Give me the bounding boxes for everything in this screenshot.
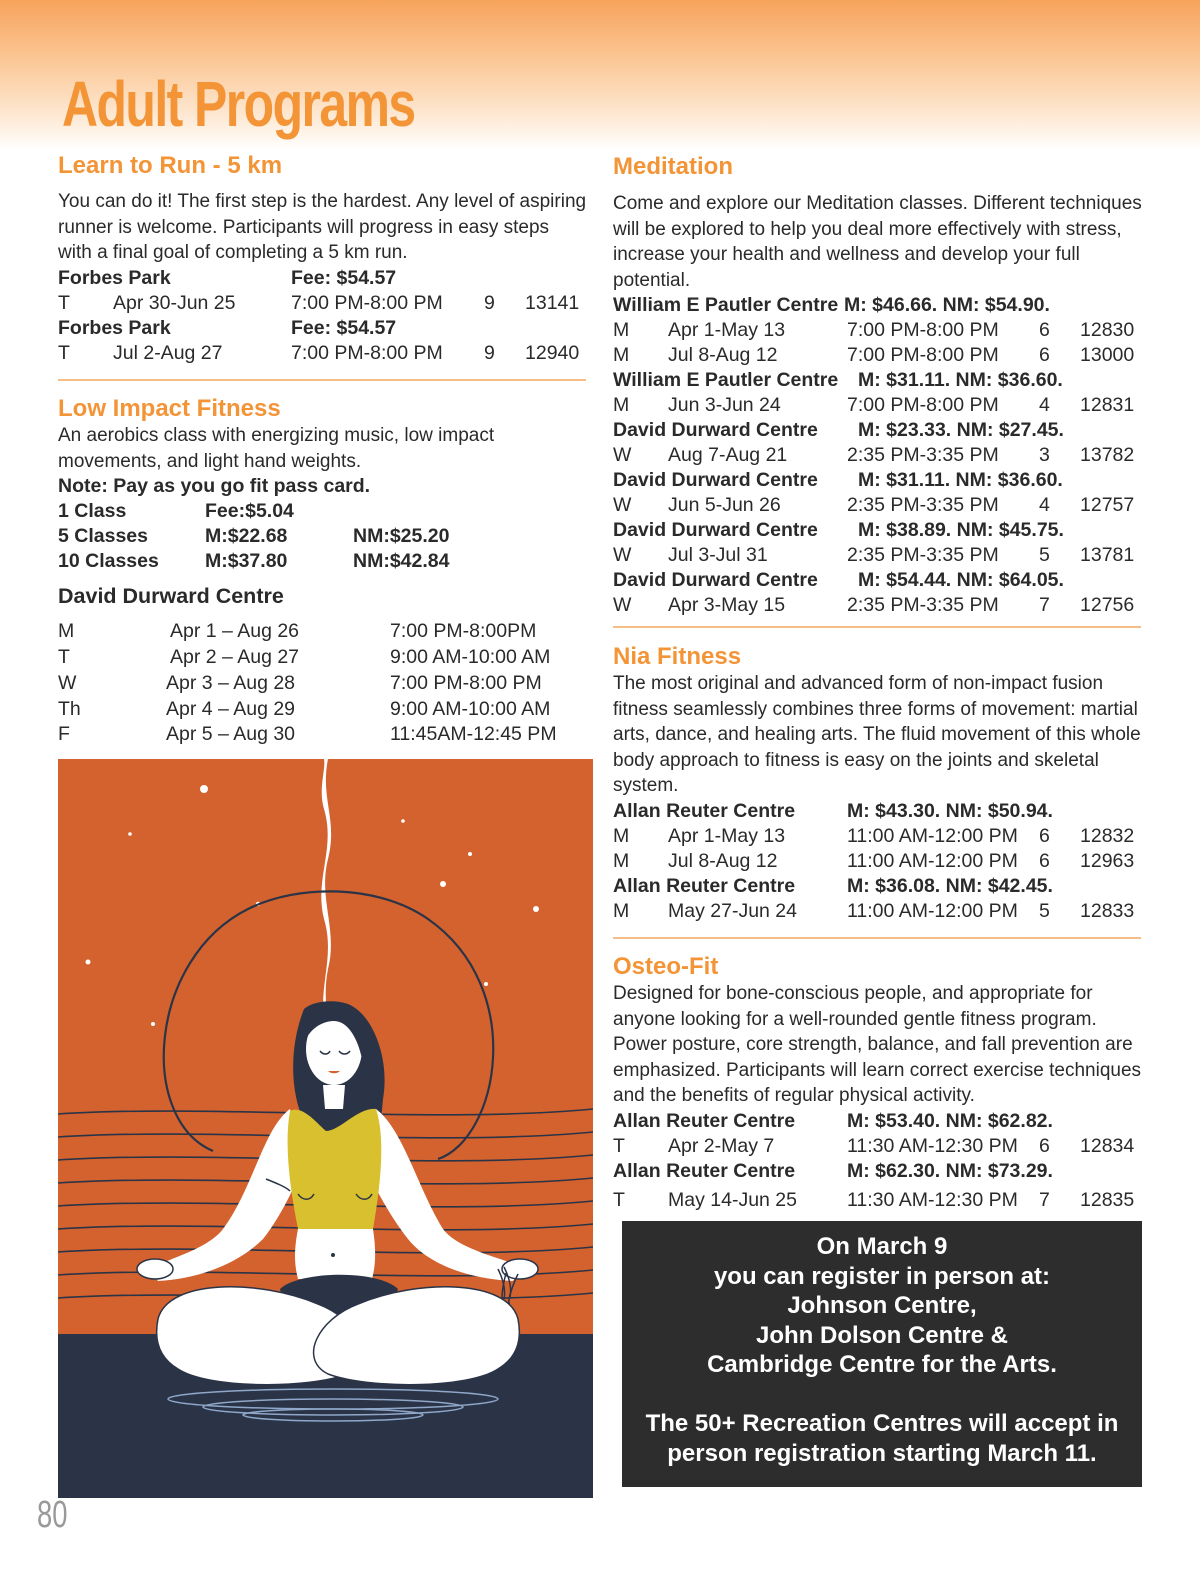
low-impact-title: Low Impact Fitness <box>58 395 281 422</box>
dates: May 27-Jun 24 <box>668 899 797 922</box>
time: 2:35 PM-3:35 PM <box>847 444 999 467</box>
time: 11:30 AM-12:30 PM <box>847 1134 1018 1157</box>
course-code: 12834 <box>1080 1134 1135 1157</box>
nia-description: The most original and advanced form of non-impact fusion fitness seamlessly combines three forms of movement: martial arts, dance, and healing arts. The fluid movement of this whole body approach to fitness is easy on the joints and skeletal system. <box>613 673 1141 797</box>
session-row <box>613 593 1153 618</box>
schedule-row <box>58 645 588 671</box>
session-row <box>613 824 1153 849</box>
day: T <box>58 645 70 668</box>
location-row <box>613 293 1153 318</box>
location-row <box>613 368 1153 393</box>
notice-line: Cambridge Centre for the Arts. <box>707 1351 1057 1378</box>
location-name: Allan Reuter Centre <box>613 874 796 897</box>
price-row <box>58 549 588 574</box>
time: 11:00 AM-12:00 PM <box>847 899 1018 922</box>
location-row <box>613 799 1153 824</box>
low-impact-schedule <box>58 619 588 748</box>
course-code: 13141 <box>525 291 580 314</box>
notice-line: John Dolson Centre & <box>755 1321 1008 1349</box>
day: M <box>613 824 630 847</box>
dates: Apr 2 – Aug 27 <box>170 645 300 668</box>
session-count: 6 <box>1039 1134 1050 1157</box>
time: 9:00 AM-10:00 AM <box>390 645 551 668</box>
time: 7:00 PM-8:00 PM <box>847 319 999 342</box>
fee: M: $23.33. NM: $27.45. <box>858 419 1064 442</box>
nonmember-price: NM:$42.84 <box>353 550 450 573</box>
time: 7:00 PM-8:00 PM <box>390 671 542 694</box>
day: W <box>613 544 632 567</box>
location-row <box>58 266 588 291</box>
dates: Jun 5-Jun 26 <box>668 494 781 517</box>
location-name: Allan Reuter Centre <box>613 799 796 822</box>
course-code: 12831 <box>1080 394 1135 417</box>
schedule-row <box>58 619 588 645</box>
member-price: M:$22.68 <box>205 525 288 548</box>
price-label: 5 Classes <box>58 525 148 548</box>
notice-line: The 50+ Recreation Centres will accept in <box>645 1410 1119 1437</box>
fee: M: $46.66. NM: $54.90. <box>844 294 1050 317</box>
fee: M: $62.30. NM: $73.29. <box>847 1159 1053 1182</box>
session-count: 7 <box>1039 1188 1050 1211</box>
session-count: 5 <box>1039 899 1050 922</box>
dates: Apr 3 – Aug 28 <box>166 671 296 694</box>
course-code: 13782 <box>1080 444 1135 467</box>
location-row <box>613 568 1153 593</box>
meditation-schedule <box>613 293 1153 618</box>
time: 2:35 PM-3:35 PM <box>847 594 999 617</box>
session-count: 6 <box>1039 319 1050 342</box>
meditating-woman-illustration <box>58 759 593 1498</box>
dates: Jul 8-Aug 12 <box>668 344 778 367</box>
location-name: Forbes Park <box>58 266 171 289</box>
location-name: William E Pautler Centre <box>613 294 839 317</box>
day: T <box>58 341 70 364</box>
time: 2:35 PM-3:35 PM <box>847 544 999 567</box>
location-name: Forbes Park <box>58 316 171 339</box>
course-code: 12833 <box>1080 899 1135 922</box>
day: M <box>613 319 630 342</box>
session-count: 7 <box>1039 594 1050 617</box>
dates: Apr 3-May 15 <box>668 594 786 617</box>
session-row <box>613 318 1153 343</box>
session-count: 4 <box>1039 394 1050 417</box>
section-divider <box>58 379 586 381</box>
day: M <box>613 849 630 872</box>
registration-notice <box>622 1221 1142 1487</box>
schedule-row <box>58 671 588 697</box>
notice-line: person registration starting March 11. <box>667 1439 1097 1467</box>
time: 11:45AM-12:45 PM <box>390 723 557 746</box>
location-name: David Durward Centre <box>613 469 818 492</box>
session-count: 9 <box>484 341 495 364</box>
price-row <box>58 499 588 524</box>
session-count: 9 <box>484 291 495 314</box>
notice-spacer <box>622 1380 1142 1410</box>
member-price: M:$37.80 <box>205 550 288 573</box>
osteo-description: Designed for bone-conscious people, and appropriate for anyone looking for a well-rounded gentle fitness program. Power posture, core strength, balance, and fall prevention are emphasized. Participants will learn correct exercise techniques and the benefits of regular physical activity. <box>613 983 1142 1107</box>
location-name: David Durward Centre <box>613 569 818 592</box>
day: W <box>613 494 632 517</box>
fee: M: $31.11. NM: $36.60. <box>858 369 1063 392</box>
day: M <box>613 394 630 417</box>
learn-to-run-schedule <box>58 266 588 366</box>
dates: Jul 8-Aug 12 <box>668 849 778 872</box>
dates: Jul 2-Aug 27 <box>113 341 223 364</box>
day: W <box>613 594 632 617</box>
nia-section <box>613 643 1153 924</box>
location-row <box>613 418 1153 443</box>
day: W <box>613 444 632 467</box>
session-count: 6 <box>1039 824 1050 847</box>
page-number: 80 <box>37 1494 68 1536</box>
day: F <box>58 723 70 746</box>
dates: Aug 7-Aug 21 <box>668 444 788 467</box>
fee: Fee: $54.57 <box>291 266 397 289</box>
day: W <box>58 671 77 694</box>
course-code: 12756 <box>1080 594 1135 617</box>
low-impact-section <box>58 395 588 748</box>
learn-to-run-section <box>58 152 588 366</box>
meditation-title: Meditation <box>613 153 733 180</box>
session-count: 3 <box>1039 444 1050 467</box>
time: 7:00 PM-8:00PM <box>390 620 537 643</box>
session-count: 5 <box>1039 544 1050 567</box>
location-name: David Durward Centre <box>613 519 818 542</box>
section-divider <box>613 626 1141 628</box>
low-impact-location: David Durward Centre <box>58 584 284 609</box>
session-row <box>58 341 588 366</box>
location-name: David Durward Centre <box>613 419 818 442</box>
day: M <box>613 344 630 367</box>
nia-schedule <box>613 799 1153 924</box>
session-row <box>613 393 1153 418</box>
osteo-title: Osteo-Fit <box>613 953 719 980</box>
time: 2:35 PM-3:35 PM <box>847 494 999 517</box>
time: 7:00 PM-8:00 PM <box>291 341 443 364</box>
learn-to-run-description: You can do it! The first step is the hardest. Any level of aspiring runner is welcome. Participants will progress in easy steps with a final goal of completing a 5 km run. <box>58 191 587 264</box>
location-name: William E Pautler Centre <box>613 369 839 392</box>
fee: M: $53.40. NM: $62.82. <box>847 1109 1053 1132</box>
notice-line: On March 9 <box>816 1233 948 1260</box>
location-name: Allan Reuter Centre <box>613 1109 796 1132</box>
session-row <box>613 343 1153 368</box>
course-code: 13781 <box>1080 544 1135 567</box>
nia-title: Nia Fitness <box>613 643 742 670</box>
meditation-description: Come and explore our Meditation classes. Different techniques will be explored to help you deal more effectively with stress, increase your health and wellness and develop your full potential. <box>613 193 1142 291</box>
session-row <box>613 493 1153 518</box>
dates: Apr 1-May 13 <box>668 319 786 342</box>
dates: Apr 1 – Aug 26 <box>170 620 300 643</box>
schedule-row <box>58 697 588 723</box>
dates: Apr 4 – Aug 29 <box>166 697 296 720</box>
location-row <box>613 874 1153 899</box>
session-row <box>613 443 1153 468</box>
time: 7:00 PM-8:00 PM <box>291 291 443 314</box>
session-row <box>613 543 1153 568</box>
course-code: 12963 <box>1080 849 1135 872</box>
time: 7:00 PM-8:00 PM <box>847 394 999 417</box>
day: T <box>613 1134 625 1157</box>
course-code: 12830 <box>1080 319 1135 342</box>
day: M <box>58 620 75 643</box>
osteo-section <box>613 953 1153 1213</box>
dates: May 14-Jun 25 <box>668 1188 797 1211</box>
session-row <box>613 849 1153 874</box>
notice-line: Johnson Centre, <box>787 1292 977 1319</box>
dates: Jul 3-Jul 31 <box>668 544 768 567</box>
nonmember-price: NM:$25.20 <box>353 525 450 548</box>
section-divider <box>613 937 1141 939</box>
time: 9:00 AM-10:00 AM <box>390 697 551 720</box>
note-text: Note: Pay as you go fit pass card. <box>58 475 371 498</box>
dates: Jun 3-Jun 24 <box>668 394 781 417</box>
member-price: Fee:$5.04 <box>205 500 294 523</box>
course-code: 13000 <box>1080 344 1135 367</box>
dates: Apr 30-Jun 25 <box>113 291 236 314</box>
schedule-row <box>58 722 588 748</box>
price-label: 1 Class <box>58 500 127 523</box>
fee: Fee: $54.57 <box>291 316 397 339</box>
fee: M: $38.89. NM: $45.75. <box>858 519 1064 542</box>
session-row <box>613 899 1153 924</box>
location-row <box>613 1159 1153 1184</box>
location-row <box>613 468 1153 493</box>
meditation-section <box>613 153 1153 618</box>
time: 7:00 PM-8:00 PM <box>847 344 999 367</box>
time: 11:00 AM-12:00 PM <box>847 849 1018 872</box>
day: Th <box>58 697 81 720</box>
fee: M: $54.44. NM: $64.05. <box>858 569 1064 592</box>
session-count: 4 <box>1039 494 1050 517</box>
fee: M: $36.08. NM: $42.45. <box>847 874 1053 897</box>
location-name: Allan Reuter Centre <box>613 1159 796 1182</box>
location-row <box>613 518 1153 543</box>
learn-to-run-title: Learn to Run - 5 km <box>58 152 283 179</box>
session-row <box>613 1188 1153 1213</box>
price-label: 10 Classes <box>58 550 159 573</box>
course-code: 12835 <box>1080 1188 1135 1211</box>
time: 11:00 AM-12:00 PM <box>847 824 1018 847</box>
page-title: Adult Programs <box>62 68 415 140</box>
price-row <box>58 524 588 549</box>
course-code: 12832 <box>1080 824 1135 847</box>
course-code: 12940 <box>525 341 580 364</box>
day: M <box>613 899 630 922</box>
time: 11:30 AM-12:30 PM <box>847 1188 1018 1211</box>
session-count: 6 <box>1039 849 1050 872</box>
location-row <box>613 1109 1153 1134</box>
dates: Apr 5 – Aug 30 <box>166 723 296 746</box>
note <box>58 474 588 499</box>
dates: Apr 2-May 7 <box>668 1134 775 1157</box>
course-code: 12757 <box>1080 494 1135 517</box>
location-row <box>58 316 588 341</box>
low-impact-description: An aerobics class with energizing music, low impact movements, and light hand weights. <box>58 425 495 472</box>
day: T <box>613 1188 625 1211</box>
session-count: 6 <box>1039 344 1050 367</box>
day: T <box>58 291 70 314</box>
session-row <box>613 1134 1153 1159</box>
dates: Apr 1-May 13 <box>668 824 786 847</box>
session-row <box>58 291 588 316</box>
notice-line: you can register in person at: <box>713 1262 1051 1290</box>
fee: M: $43.30. NM: $50.94. <box>847 799 1053 822</box>
osteo-schedule <box>613 1109 1153 1213</box>
fee: M: $31.11. NM: $36.60. <box>858 469 1063 492</box>
